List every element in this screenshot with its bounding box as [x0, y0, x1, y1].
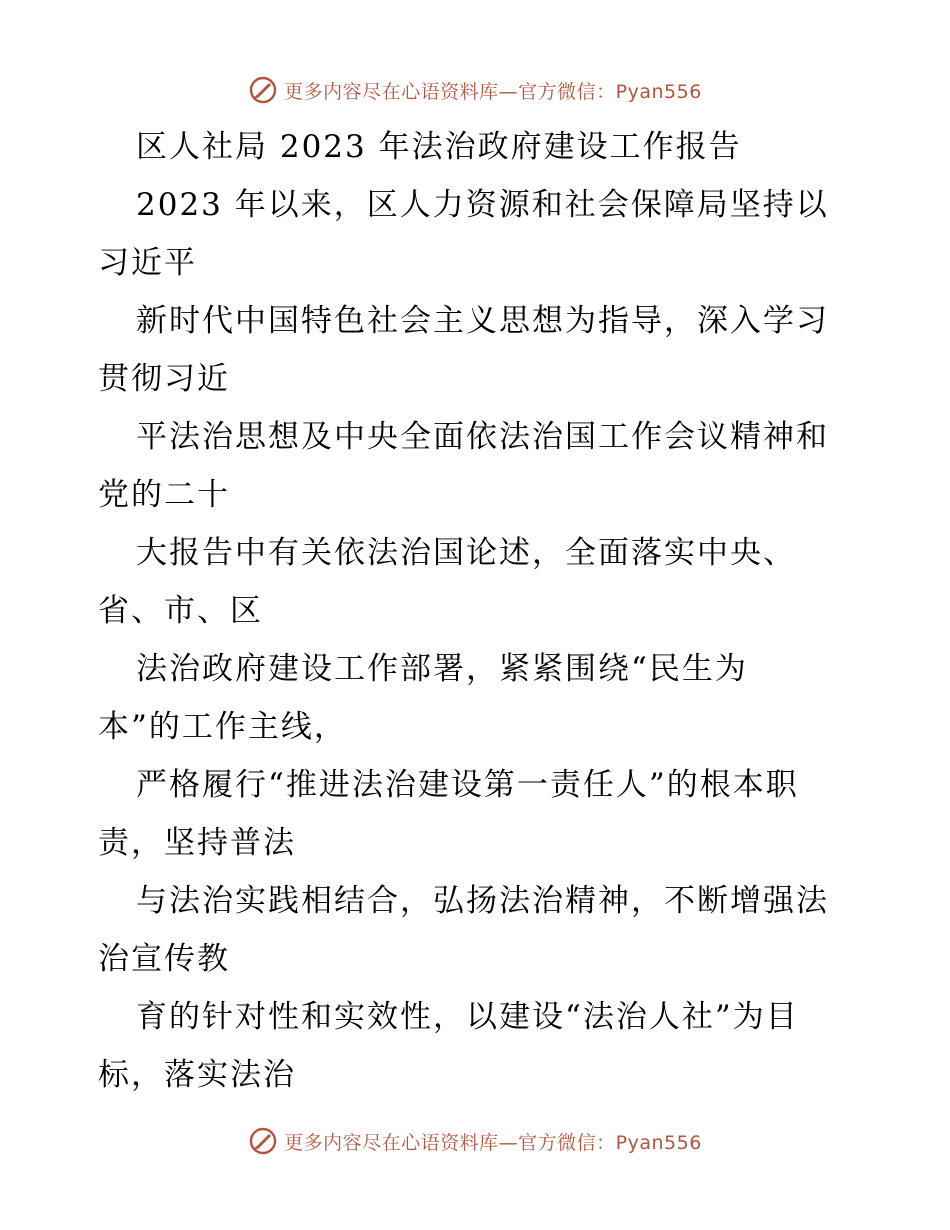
paragraph-line: 大报告中有关依法治国论述，全面落实中央、 [136, 535, 796, 571]
quill-logo-icon [248, 1126, 278, 1156]
paragraph-line: 贯彻习近 [98, 361, 230, 397]
header-banner [0, 70, 950, 110]
document-title: 区人社局 2023 年法治政府建设工作报告 [136, 129, 742, 165]
paragraph-line: 标，落实法治 [98, 1057, 296, 1093]
paragraph-line: 法治政府建设工作部署，紧紧围绕“民生为 [136, 651, 748, 687]
paragraph-line: 本”的工作主线， [98, 709, 347, 745]
paragraph-line: 省、市、区 [98, 593, 263, 629]
paragraph-line: 与法治实践相结合，弘扬法治精神，不断增强法 [136, 883, 829, 919]
paragraph-line: 新时代中国特色社会主义思想为指导，深入学习 [136, 303, 829, 339]
quill-logo-icon [248, 75, 278, 105]
footer-banner [0, 1121, 950, 1161]
paragraph-line: 治宣传教 [98, 941, 230, 977]
paragraph-line: 习近平 [98, 245, 197, 281]
footer-banner-text: 更多内容尽在心语资料库—官方微信：Pyan556 [284, 1131, 702, 1154]
paragraph-line: 责，坚持普法 [98, 825, 296, 861]
paragraph-line: 党的二十 [98, 477, 230, 513]
paragraph-line: 严格履行“推进法治建设第一责任人”的根本职 [136, 767, 799, 803]
paragraph-line: 2023 年以来，区人力资源和社会保障局坚持以 [136, 187, 829, 223]
header-banner-text: 更多内容尽在心语资料库—官方微信：Pyan556 [284, 80, 702, 103]
paragraph-line: 平法治思想及中央全面依法治国工作会议精神和 [136, 419, 829, 455]
paragraph-line: 育的针对性和实效性，以建设“法治人社”为目 [136, 999, 799, 1035]
document-body [98, 118, 858, 1104]
